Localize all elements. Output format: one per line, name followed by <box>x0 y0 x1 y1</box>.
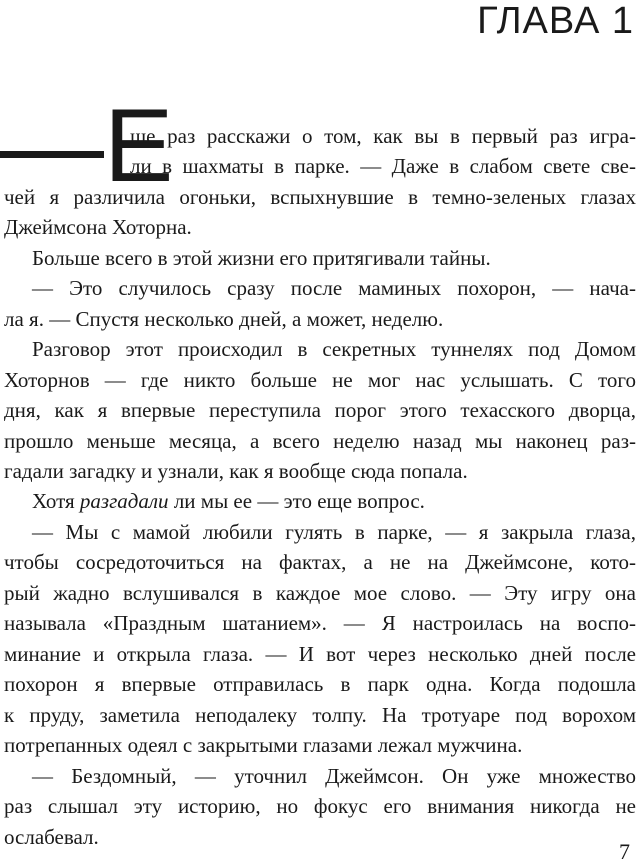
text-line: ще раз расскажи о том, как вы в первый раз игра- <box>130 124 636 148</box>
text-line: — Это случилось сразу после маминых похорон, — нача- <box>32 276 636 300</box>
text-line: ослабевал. <box>4 825 99 849</box>
text-line: чей я различила огоньки, вспыхнувшие в темно-зеленых глазах <box>4 185 636 209</box>
emphasis-text: разгадали <box>79 489 169 513</box>
text-line: — Мы с мамой любили гулять в парке, — я закрыла глаза, <box>32 520 636 544</box>
text-line: Хоторнов — где никто больше не мог нас услышать. С того <box>4 368 636 392</box>
text-line: похорон я впервые отправилась в парк одна. Когда подошла <box>4 672 636 696</box>
text-line: минание и открыла глаза. — И вот через несколько дней после <box>4 642 636 666</box>
text-line: рый жадно вслушивался в каждое мое слово. — Эту игру она <box>4 581 636 605</box>
text-line: называла «Праздным шатанием». — Я настроилась на воспо- <box>4 611 636 635</box>
text-line: Больше всего в этой жизни его притягивали тайны. <box>32 246 491 270</box>
text-line: — Бездомный, — уточнил Джеймсон. Он уже множество <box>32 764 636 788</box>
text-line: ли в шахматы в парке. — Даже в слабом свете све- <box>130 154 636 178</box>
text-line: потрепанных одеял с закрытыми глазами лежал мужчина. <box>4 733 523 757</box>
text-line: к пруду, заметила неподалеку толпу. На тротуаре под ворохом <box>4 703 636 727</box>
text-line: ла я. — Спустя несколько дней, а может, неделю. <box>4 307 444 331</box>
text-line: раз слышал эту историю, но фокус его внимания никогда не <box>4 794 636 818</box>
text-line: Разговор этот происходил в секретных туннелях под Домом <box>32 337 636 361</box>
chapter-title: ГЛАВА 1 <box>477 0 634 42</box>
text-line: прошло меньше месяца, а всего неделю назад мы наконец раз- <box>4 429 636 453</box>
text-line: дня, как я впервые переступила порог этого техасского дворца, <box>4 398 636 422</box>
text-line: гадали загадку и узнали, как я вообще сюда попала. <box>4 459 468 483</box>
drop-cap: —Е <box>0 88 174 204</box>
text-line: Джеймсона Хоторна. <box>4 215 192 239</box>
text-fragment: Хотя <box>32 489 75 513</box>
page-number: 7 <box>619 839 630 864</box>
text-line <box>32 486 636 516</box>
text-line: чтобы сосредоточиться на фактах, а не на Джеймсоне, кото- <box>4 550 636 574</box>
text-fragment: ли мы ее — это еще вопрос. <box>173 489 425 513</box>
